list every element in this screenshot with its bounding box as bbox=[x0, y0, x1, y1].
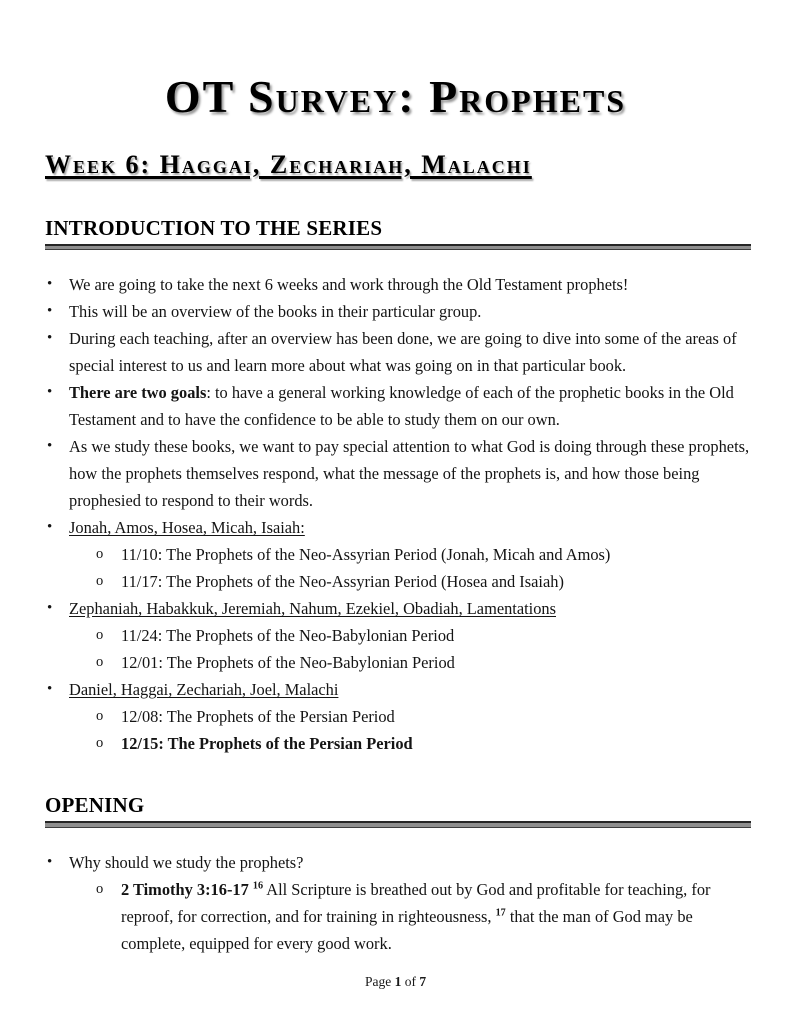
circle-bullet-icon: o bbox=[96, 546, 104, 563]
section-introduction bbox=[45, 216, 751, 758]
bullet-icon: • bbox=[47, 438, 53, 455]
text-run: that the man of God may be complete, equipped for every good work. bbox=[121, 906, 693, 953]
bullet-icon: • bbox=[47, 303, 53, 320]
sub-bullet-text bbox=[121, 622, 751, 649]
sub-list-item bbox=[45, 649, 751, 676]
circle-bullet-icon: o bbox=[96, 708, 104, 725]
list-item bbox=[45, 325, 751, 379]
text-run: 12/01: The Prophets of the Neo-Babylonian Period bbox=[121, 653, 455, 673]
text-run: All Scripture is breathed out by God and profitable for teaching, for reproof, for correction, and for training in righteousness, bbox=[121, 879, 711, 926]
sub-list-item bbox=[45, 703, 751, 730]
page-title: OT Survey: Prophets bbox=[164, 71, 627, 122]
circle-bullet-icon: o bbox=[96, 880, 104, 897]
text-run: There are two goals bbox=[69, 383, 207, 403]
bullet-text bbox=[69, 849, 751, 876]
text-run: This will be an overview of the books in their particular group. bbox=[69, 302, 482, 322]
text-run: As we study these books, we want to pay special attention to what God is doing through these prophets, how the prophets themselves respond, what the message of the prophets is, and how those being prophesied to respond to their words. bbox=[69, 437, 750, 511]
bullet-text bbox=[69, 676, 751, 703]
sub-bullet-text bbox=[121, 703, 751, 730]
bullet-list bbox=[45, 271, 751, 757]
list-item bbox=[45, 514, 751, 541]
text-run: 12/08: The Prophets of the Persian Period bbox=[121, 707, 395, 727]
list-item bbox=[45, 271, 751, 298]
list-item bbox=[45, 849, 751, 876]
list-item bbox=[45, 379, 751, 433]
section-heading: INTRODUCTION TO THE SERIES bbox=[45, 215, 383, 240]
page-footer bbox=[0, 974, 791, 990]
section-opening bbox=[45, 793, 751, 957]
circle-bullet-icon: o bbox=[96, 735, 104, 752]
sub-list-item bbox=[45, 622, 751, 649]
bullet-list bbox=[45, 849, 751, 957]
page-subtitle-text: Week 6: Haggai, Zechariah, Malachi bbox=[45, 149, 532, 179]
section-heading: OPENING bbox=[45, 793, 145, 818]
text-run: 11/17: The Prophets of the Neo-Assyrian Period (Hosea and Isaiah) bbox=[121, 572, 564, 592]
text-run: 12/15: The Prophets of the Persian Period bbox=[121, 734, 413, 754]
bullet-text bbox=[69, 595, 751, 622]
text-run: : to have a general working knowledge of each of the prophetic books in the Old Testament and to have the confidence to be able to study them on our own. bbox=[69, 383, 734, 430]
text-run: We are going to take the next 6 weeks and work through the Old Testament prophets! bbox=[69, 275, 629, 295]
bullet-icon: • bbox=[47, 276, 53, 293]
text-run: 17 bbox=[495, 907, 506, 919]
text-run: 16 bbox=[252, 880, 264, 892]
sub-bullet-text bbox=[121, 568, 751, 595]
bullet-text bbox=[69, 433, 751, 514]
bullet-icon: • bbox=[47, 853, 53, 870]
sub-bullet-text bbox=[121, 876, 751, 957]
sub-list-item bbox=[45, 568, 751, 595]
bullet-text bbox=[69, 298, 751, 325]
sub-bullet-text bbox=[121, 730, 751, 757]
list-item bbox=[45, 595, 751, 622]
text-run: Why should we study the prophets? bbox=[69, 852, 304, 872]
bullet-text bbox=[69, 514, 751, 541]
sub-bullet-text bbox=[121, 541, 751, 568]
bullet-text bbox=[69, 325, 751, 379]
list-item bbox=[45, 676, 751, 703]
sub-bullet-text bbox=[121, 649, 751, 676]
list-item bbox=[45, 433, 751, 514]
heading-rule bbox=[45, 821, 751, 828]
text-run: During each teaching, after an overview has been done, we are going to dive into some of the areas of special interest to us and learn more about what was going on in that particular book. bbox=[69, 329, 737, 376]
sub-list-item bbox=[45, 541, 751, 568]
list-item bbox=[45, 298, 751, 325]
sub-list-item bbox=[45, 876, 751, 957]
bullet-text bbox=[69, 271, 751, 298]
footer-page-total: 7 bbox=[419, 974, 427, 989]
heading-rule bbox=[45, 244, 751, 251]
footer-of-text: of bbox=[401, 974, 420, 989]
page-subtitle bbox=[45, 150, 751, 180]
text-run: 11/24: The Prophets of the Neo-Babylonian Period bbox=[121, 626, 455, 646]
sub-list-item bbox=[45, 730, 751, 757]
bullet-icon: • bbox=[47, 681, 53, 698]
circle-bullet-icon: o bbox=[96, 654, 104, 671]
text-run: 11/10: The Prophets of the Neo-Assyrian Period (Jonah, Micah and Amos) bbox=[121, 545, 611, 565]
bullet-icon: • bbox=[47, 330, 53, 347]
text-run: Daniel, Haggai, Zechariah, Joel, Malachi bbox=[69, 680, 339, 700]
footer-page-number: 1 bbox=[394, 974, 402, 989]
text-run: Jonah, Amos, Hosea, Micah, Isaiah: bbox=[69, 518, 305, 538]
bullet-icon: • bbox=[47, 519, 53, 536]
bullet-icon: • bbox=[47, 600, 53, 617]
bullet-icon: • bbox=[47, 384, 53, 401]
text-run: 2 Timothy 3:16-17 bbox=[121, 879, 253, 899]
circle-bullet-icon: o bbox=[96, 627, 104, 644]
circle-bullet-icon: o bbox=[96, 573, 104, 590]
text-run: Zephaniah, Habakkuk, Jeremiah, Nahum, Ezekiel, Obadiah, Lamentations bbox=[69, 599, 556, 619]
footer-prefix: Page bbox=[364, 974, 395, 989]
bullet-text bbox=[69, 379, 751, 433]
